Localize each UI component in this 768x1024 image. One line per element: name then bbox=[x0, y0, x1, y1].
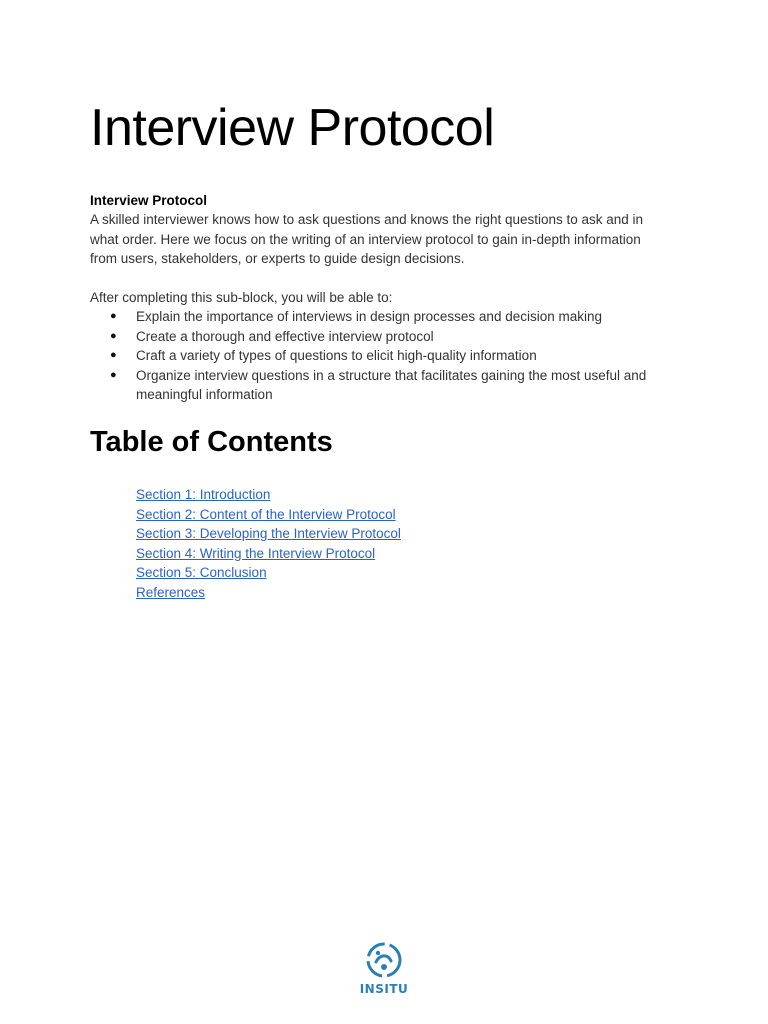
intro-paragraph: A skilled interviewer knows how to ask questions and knows the right questions to ask and in what order. Here we focus on the writing of an interview protocol to gain in-depth information from users, stakeholders, or experts to guide design decisions. bbox=[90, 212, 644, 266]
toc-link-references[interactable]: References bbox=[136, 584, 206, 600]
toc-item bbox=[136, 544, 401, 564]
objective-item bbox=[90, 307, 670, 327]
bullet-icon: ● bbox=[110, 368, 117, 381]
objectives-lead-in: After completing this sub-block, you will be able to: bbox=[90, 290, 393, 305]
bullet-icon: ● bbox=[110, 310, 117, 322]
toc-link-section-4[interactable]: Section 4: Writing the Interview Protocol bbox=[136, 545, 376, 561]
toc-link-section-2[interactable]: Section 2: Content of the Interview Protocol bbox=[136, 506, 396, 522]
objective-item bbox=[90, 346, 670, 366]
table-of-contents bbox=[136, 485, 401, 602]
objective-text: Organize interview questions in a structure that facilitates gaining the most useful and meaningful information bbox=[136, 367, 647, 402]
toc-item bbox=[136, 505, 401, 525]
objective-text: Explain the importance of interviews in design processes and decision making bbox=[136, 309, 603, 324]
bullet-icon: ● bbox=[110, 349, 117, 361]
logo-wordmark: INSITU bbox=[359, 982, 409, 996]
toc-item bbox=[136, 583, 401, 603]
insitu-logo bbox=[344, 940, 424, 1000]
toc-link-section-3[interactable]: Section 3: Developing the Interview Protocol bbox=[136, 526, 401, 541]
objective-item bbox=[90, 327, 670, 347]
section-subheading: Interview Protocol bbox=[90, 193, 208, 208]
insitu-logo-icon bbox=[364, 940, 404, 980]
toc-heading: Table of Contents bbox=[90, 426, 333, 458]
objectives-list bbox=[90, 307, 670, 405]
toc-item bbox=[136, 563, 401, 583]
objective-text: Create a thorough and effective interview protocol bbox=[136, 328, 434, 344]
document-title: Interview Protocol bbox=[90, 99, 495, 157]
bullet-icon: ● bbox=[110, 329, 117, 342]
objective-item bbox=[90, 366, 670, 405]
toc-item bbox=[136, 485, 401, 505]
toc-link-section-1[interactable]: Section 1: Introduction bbox=[136, 487, 271, 502]
toc-link-section-5[interactable]: Section 5: Conclusion bbox=[136, 565, 267, 580]
toc-item bbox=[136, 524, 401, 544]
objective-text: Craft a variety of types of questions to elicit high-quality information bbox=[136, 348, 537, 363]
